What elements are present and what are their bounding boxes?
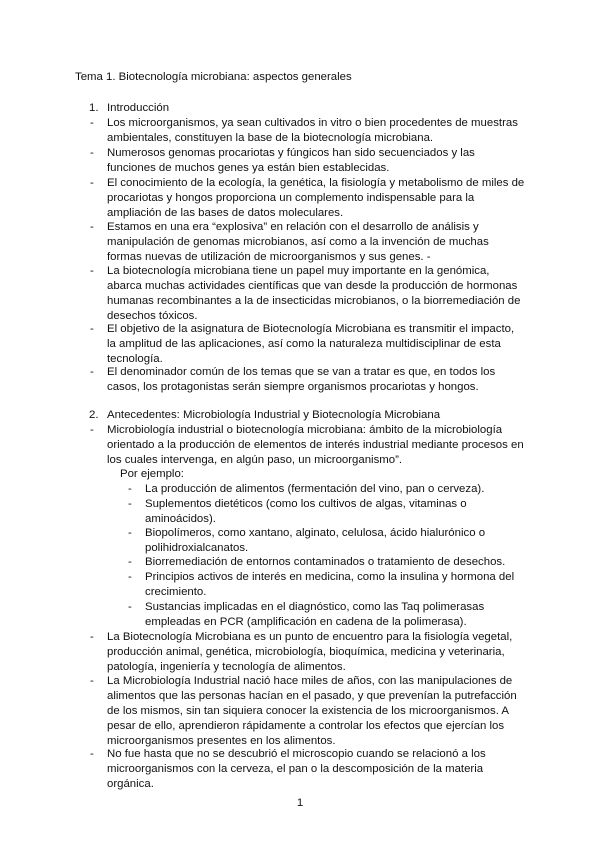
bullet-dash: - [90,323,94,335]
bullet-dash: - [128,498,132,510]
bullet-dash: - [128,527,132,539]
sub-bullet-text: Sustancias implicadas en el diagnóstico, como las Taq polimerasas empleadas en PCR (amplificación en cadena de la polimerasa). [145,601,485,628]
bullet-dash: - [128,601,132,613]
bullet-dash: - [90,748,94,760]
section-number: 2. [89,409,99,421]
page-title: Tema 1. Biotecnología microbiana: aspectos generales [75,71,352,83]
bullet-text: Numerosos genomas procariotas y fúngicos han sido secuenciados y las funciones de muchos genes ya están bien establecidas. [107,147,475,174]
bullet-text: La Biotecnología Microbiana es un punto de encuentro para la fisiología vegetal, producción animal, genética, microbiología, bioquímica, medicina y veterinaria, patología, ingeniería y tecnología de alimentos. [107,631,513,673]
bullet-dash: - [90,424,94,436]
bullet-text: La Microbiología Industrial nació hace miles de años, con las manipulaciones de alimentos que las personas hacían en el pasado, y que prevenían la putrefacción de los mismos, sin tan siquiera conocer la existencia de los microorganismos. A pesar de ello, aprendieron rápidamente a controlar los efectos que ejercían los microorganismos presentes en los alimentos. [107,675,517,747]
bullet-dash: - [90,117,94,129]
bullet-text: Los microorganismos, ya sean cultivados in vitro o bien procedentes de muestras ambientales, constituyen la base de la biotecnología microbiana. [107,117,518,144]
bullet-text: No fue hasta que no se descubrió el microscopio cuando se relacionó a los microorganismos con la cerveza, el pan o la descomposición de la materia orgánica. [107,748,486,790]
bullet-dash: - [90,675,94,687]
bullet-dash: - [90,147,94,159]
bullet-dash: - [90,366,94,378]
section-title: Antecedentes: Microbiología Industrial y Biotecnología Microbiana [107,409,441,421]
bullet-text: Microbiología industrial o biotecnología microbiana: ámbito de la microbiología orientado a la producción de elementos de interés industrial mediante procesos en los cuales intervenga, en algún paso, un microorganismo”. [107,424,524,466]
section-number: 1. [89,102,99,114]
section-title: Introducción [107,102,170,114]
sub-bullet-text: La producción de alimentos (fermentación del vino, pan o cerveza). [145,483,485,495]
sub-bullet-text: Biorremediación de entornos contaminados o tratamiento de desechos. [145,556,506,568]
sub-bullet-text: Suplementos dietéticos (como los cultivos de algas, vitaminas o aminoácidos). [145,498,467,525]
por-ejemplo-label: Por ejemplo: [120,468,184,480]
page-number: 1 [296,797,304,809]
bullet-text: El objetivo de la asignatura de Biotecnología Microbiana es transmitir el impacto, la amplitud de las aplicaciones, así como la naturaleza multidisciplinar de esta tecnología. [107,323,515,365]
bullet-dash: - [128,571,132,583]
bullet-dash: - [90,221,94,233]
sub-bullet-text: Biopolímeros, como xantano, alginato, celulosa, ácido hialurónico o polihidroxialcanatos. [145,527,486,554]
bullet-text: La biotecnología microbiana tiene un papel muy importante en la genómica, abarca muchas actividades científicas que van desde la producción de hormonas humanas recombinantes a la de insecticidas microbianos, o la biorremediación de desechos tóxicos. [107,265,521,322]
bullet-dash: - [90,265,94,277]
bullet-dash: - [128,556,132,568]
bullet-text: Estamos en una era “explosiva” en relación con el desarrollo de análisis y manipulación de genomas microbianos, así como a la invención de muchas formas nuevas de utilización de microorganismos y sus genes. - [107,221,489,263]
bullet-text: El conocimiento de la ecología, la genética, la fisiología y metabolismo de miles de procariotas y hongos proporciona un complemento indispensable para la ampliación de las bases de datos moleculares. [107,177,525,219]
bullet-dash: - [128,483,132,495]
bullet-dash: - [90,631,94,643]
bullet-dash: - [90,177,94,189]
sub-bullet-text: Principios activos de interés en medicina, como la insulina y hormona del crecimiento. [145,571,515,598]
bullet-text: El denominador común de los temas que se van a tratar es que, en todos los casos, los protagonistas serán siempre organismos procariotas y hongos. [107,366,496,393]
